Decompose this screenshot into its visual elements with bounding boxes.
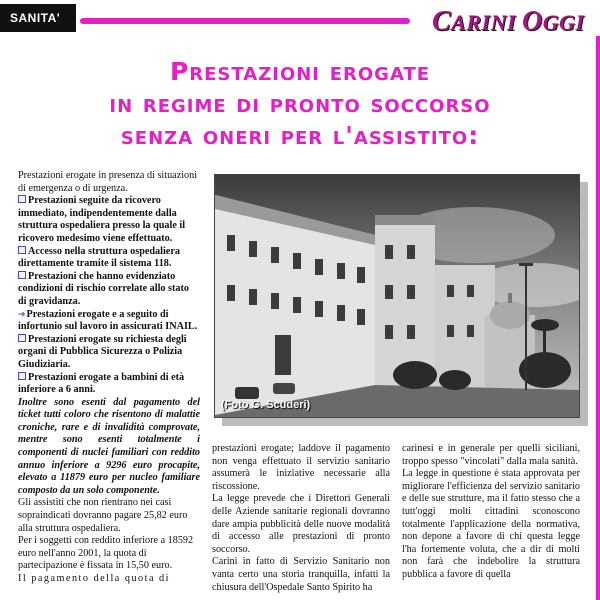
checkbox-bullet-icon: [18, 334, 26, 342]
photo-shadow: [580, 182, 588, 426]
checkbox-bullet-icon: [18, 195, 26, 203]
list-item: Prestazioni seguite da ricovero immediato, indipendentemente dalla struttura ospedaliera presso la quale il ricovero medesimo viene effettuato.: [18, 195, 186, 244]
body-paragraph: Per i soggetti con reddito inferiore a 18592 euro nell'anno 2001, la quota di partecipazione è fissata in 15,50 euro.: [18, 535, 194, 572]
arrow-bullet-icon: ➔: [18, 309, 26, 320]
checkbox-bullet-icon: [18, 246, 26, 254]
photo-caption: (Foto G. Scuderi): [221, 399, 311, 411]
body-paragraph: carinesi e in generale per quelli siciliani, troppo spesso "vincolati" dalla mala sanità.: [402, 443, 580, 467]
article-column-1: [18, 170, 200, 586]
body-paragraph: La legge prevede che i Direttori Generali delle Aziende sanitarie regionali dovranno dare ampia pubblicità delle nuove modalità di accesso alle prestazioni di pronto soccorso.: [212, 493, 390, 555]
article-column-3: [402, 443, 580, 582]
list-item: ➔Prestazioni erogate e a seguito di infortunio sul lavoro in assicurati INAIL.: [18, 308, 198, 333]
list-item: Prestazioni erogate a bambini di età inferiore a 6 anni.: [18, 371, 185, 396]
body-paragraph: Gli assistiti che non rientrano nei casi sopraindicati dovranno pagare 25,82 euro alla struttura ospedaliera.: [18, 497, 188, 534]
intro-paragraph: Prestazioni erogate in presenza di situazioni di emergenza o di urgenza.: [18, 170, 198, 194]
headline-line-2: in regime di pronto soccorso: [109, 89, 491, 118]
right-margin-bar: [596, 36, 600, 600]
header-rule: [80, 18, 410, 24]
article-headline: [20, 56, 580, 152]
exemption-paragraph: Inoltre sono esenti dal pagamento del ticket tutti coloro che risentono di malattie croniche, rare e di invalidità comprovate, mentre sono esenti totalmente i componenti di nuclei familiari con reddito annuo inferiore a 9296 euro procapite, elevato a 11879 euro per nucleo familiare composto da un solo componente.: [18, 396, 200, 496]
headline-line-1: Prestazioni erogate: [169, 57, 431, 86]
article-column-2: [212, 443, 390, 594]
body-paragraph: La legge in questione è stata approvata per migliorare l'efficienza del servizio sanitario e delle sue strutture, ma il fatto stesso che a tutt'oggi molti cittadini sconoscono totalmente l'applicazione della normativa, non depone a favore di chi questa legge l'ha fortemente voluta, che a dir di molti non farà che indebolire la struttura pubblica a favore di quella: [402, 468, 580, 580]
article-photo: [214, 174, 580, 418]
body-paragraph: Carini in fatto di Servizio Sanitario non vanta certo una storia tranquilla, infatti la chiusura dell'Ospedale Santo Spirito ha: [212, 556, 390, 593]
checkbox-bullet-icon: [18, 372, 26, 380]
photo-shadow: [222, 418, 588, 426]
body-paragraph: prestazioni erogate; laddove il pagamento non venga effettuato il servizio sanitario assumerà le iniziative necessarie alla riscossione.: [212, 443, 390, 492]
section-label: SANITA': [0, 4, 76, 32]
body-paragraph: Il pagamento della quota di: [18, 573, 170, 584]
headline-line-3: senza oneri per l'assistito:: [120, 121, 480, 150]
palace-photo-illustration: [215, 175, 580, 418]
list-item: Prestazioni che hanno evidenziato condizioni di rischio correlate allo stato di gravidanza.: [18, 270, 189, 307]
newspaper-logo: CARINI OGGI: [432, 6, 585, 37]
list-item: Accesso nella struttura ospedaliera direttamente tramite il sistema 118.: [18, 245, 180, 270]
list-item: Prestazioni erogate su richiesta degli organi di Pubblica Sicurezza o Polizia Giudiziaria.: [18, 333, 187, 370]
checkbox-bullet-icon: [18, 271, 26, 279]
